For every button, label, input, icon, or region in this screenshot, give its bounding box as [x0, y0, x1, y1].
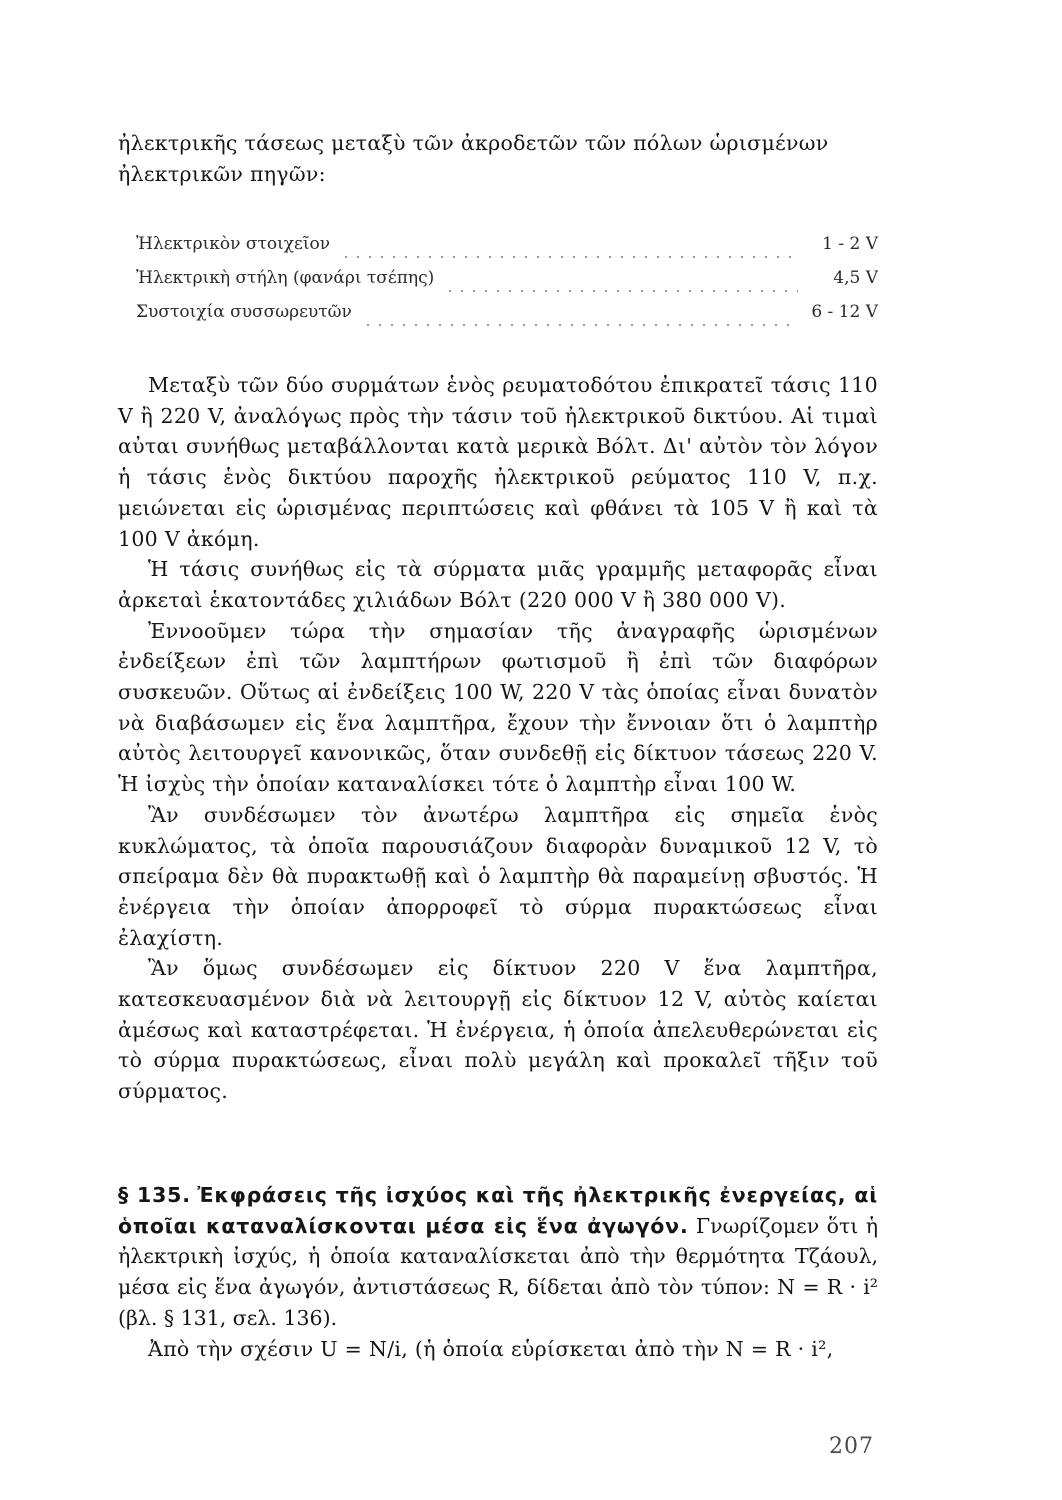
section-paragraph: [118, 1180, 878, 1334]
voltage-source-label: Συστοιχία συσσωρευτῶν: [136, 302, 352, 322]
section-title: Ἐκφράσεις τῆς ἰσχύος καὶ τῆς ἠλεκτρικῆς ἐνεργείας, αἱ ὁποῖαι καταναλίσκονται μέσα εἰς ἕνα ἀγωγόν.: [118, 1183, 878, 1238]
paragraph: Ἂν συνδέσωμεν τὸν ἀνωτέρω λαμπτῆρα εἰς σημεῖα ἑνὸς κυκλώματος, τὰ ὁποῖα παρουσιάζουν διαφορὰν δυναμικοῦ 12 V, τὸ σπείραμα δὲν θὰ πυρακτωθῇ καὶ ὁ λαμπτὴρ θὰ παραμείνῃ σβυστός. Ἡ ἐνέργεια τὴν ὁποίαν ἀπορροφεῖ τὸ σύρμα πυρακτώσεως εἶναι ἐλαχίστη.: [118, 802, 878, 950]
voltage-row: [136, 268, 878, 302]
dot-leader: [362, 323, 798, 327]
section-body: Γνωρίζομεν ὅτι ἡ ἠλεκτρικὴ ἰσχύς, ἡ ὁποία καταναλίσκεται ἀπὸ τὴν θερμότητα Τζάουλ, μέσα εἰς ἕνα ἀγωγόν, ἀντιστάσεως R, δίδεται ἀπὸ τὸν τύπον: N = R · i² (βλ. § 131, σελ. 136).: [118, 1213, 878, 1330]
section-135: [118, 1180, 878, 1364]
voltage-value: 6 - 12 V: [811, 302, 878, 322]
intro-line-2: ἠλεκτρικῶν πηγῶν:: [118, 161, 326, 186]
intro-text: [118, 128, 878, 189]
paragraph: Μεταξὺ τῶν δύο συρμάτων ἑνὸς ρευματοδότου ἐπικρατεῖ τάσις 110 V ἢ 220 V, ἀναλόγως πρὸς τὴν τάσιν τοῦ ἠλεκτρικοῦ δικτύου. Αἱ τιμαὶ αὐται συνήθως μεταβάλλονται κατὰ μερικὰ Βόλτ. Δι' αὐτὸν τὸν λόγον ἡ τάσις ἑνὸς δικτύου παροχῆς ἠλεκτρικοῦ ρεύματος 110 V, π.χ. μειώνεται εἰς ὡρισμένας περιπτώσεις καὶ φθάνει τὰ 105 V ἢ καὶ τὰ 100 V ἀκόμη.: [118, 373, 878, 551]
voltage-source-label: Ἠλεκτρικὸν στοιχεῖον: [136, 234, 331, 254]
body-text: [118, 370, 878, 1107]
intro-line-1: ἠλεκτρικῆς τάσεως μεταξὺ τῶν ἀκροδετῶν τῶν πόλων ὡρισμένων: [118, 131, 829, 155]
voltage-table: [136, 234, 878, 336]
paragraph: Ἂν ὅμως συνδέσωμεν εἰς δίκτυον 220 V ἕνα λαμπτῆρα, κατεσκευασμένον διὰ νὰ λειτουργῇ εἰς δίκτυον 12 V, αὐτὸς καίεται ἀμέσως καὶ καταστρέφεται. Ἡ ἐνέργεια, ἡ ὁποία ἀπελευθερώνεται εἰς τὸ σύρμα πυρακτώσεως, εἶναι πολὺ μεγάλη καὶ προκαλεῖ τῆξιν τοῦ σύρματος.: [118, 956, 878, 1104]
closing-line: Ἀπὸ τὴν σχέσιν U = N/i, (ἡ ὁποία εὑρίσκεται ἀπὸ τὴν N = R · i²,: [148, 1336, 834, 1361]
paragraph: Ἐννοοῦμεν τώρα τὴν σημασίαν τῆς ἀναγραφῆς ὡρισμένων ἐνδείξεων ἐπὶ τῶν λαμπτήρων φωτισμοῦ ἢ ἐπὶ τῶν διαφόρων συσκευῶν. Οὕτως αἱ ἐνδείξεις 100 W, 220 V τὰς ὁποίας εἶναι δυνατὸν νὰ διαβάσωμεν εἰς ἕνα λαμπτῆρα, ἔχουν τὴν ἔννοιαν ὅτι ὁ λαμπτὴρ αὐτὸς λειτουργεῖ κανονικῶς, ὅταν συνδεθῇ εἰς δίκτυον τάσεως 220 V. Ἡ ἰσχὺς τὴν ὁποίαν καταναλίσκει τότε ὁ λαμπτὴρ εἶναι 100 W.: [118, 618, 878, 797]
paragraph: Ἡ τάσις συνήθως εἰς τὰ σύρματα μιᾶς γραμμῆς μεταφορᾶς εἶναι ἀρκεταὶ ἑκατοντάδες χιλιάδων Βόλτ (220 000 V ἢ 380 000 V).: [118, 557, 878, 612]
voltage-value: 4,5 V: [833, 268, 878, 288]
dot-leader: [340, 255, 798, 259]
page-number: 207: [829, 1434, 874, 1459]
voltage-row: [136, 302, 878, 336]
voltage-row: [136, 234, 878, 268]
voltage-source-label: Ἠλεκτρικὴ στήλη (φανάρι τσέπης): [136, 268, 435, 288]
voltage-value: 1 - 2 V: [822, 234, 878, 254]
dot-leader: [444, 289, 798, 293]
section-number: § 135.: [118, 1183, 191, 1207]
